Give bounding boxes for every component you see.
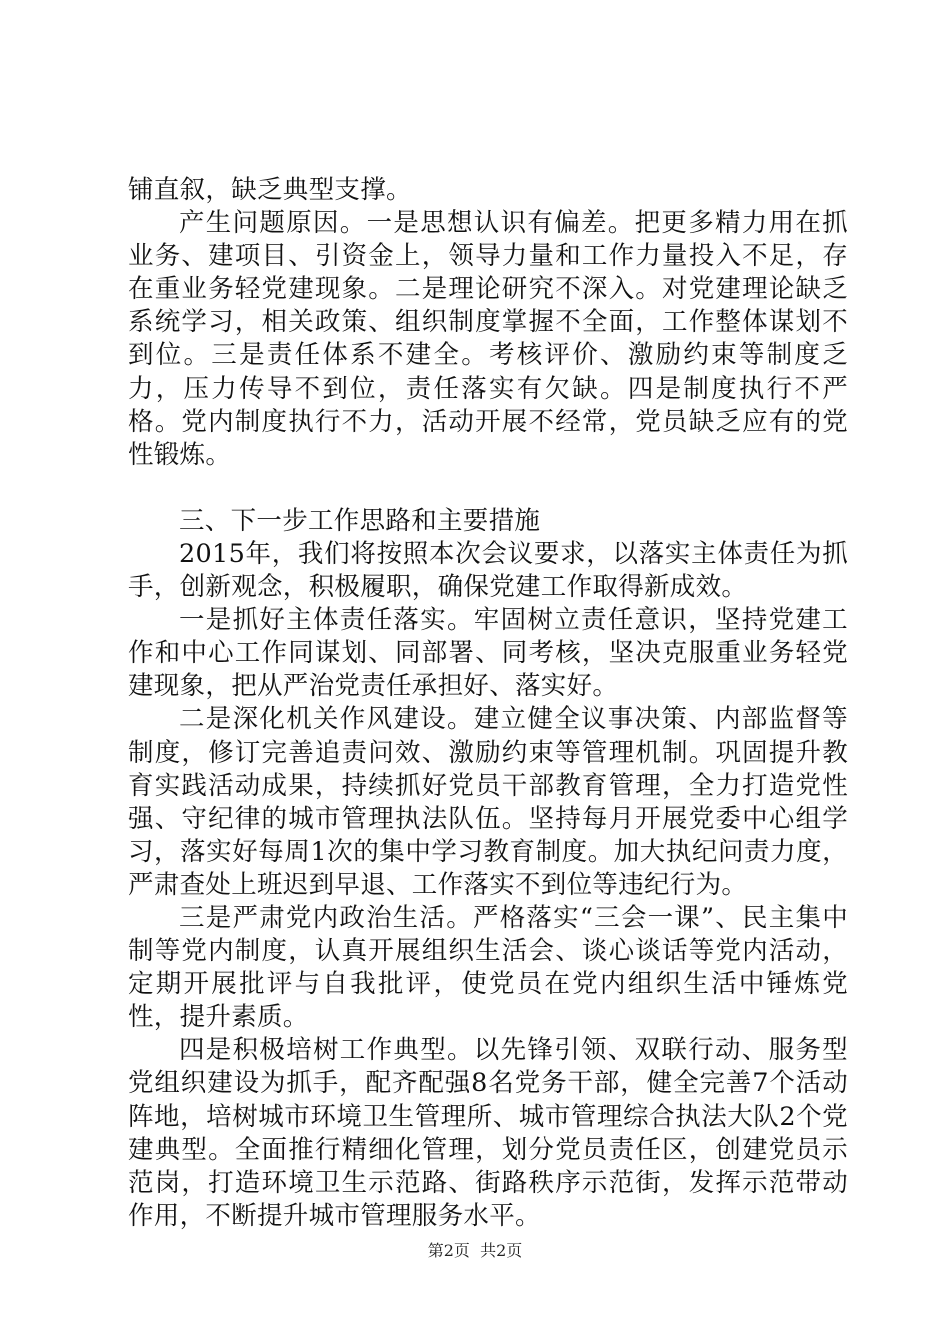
paragraph-spacer <box>128 472 848 505</box>
paragraph-measure-two: 二是深化机关作风建设。建立健全议事决策、内部监督等制度，修订完善追责问效、激励约束等管理机制。巩固提升教育实践活动成果，持续抓好党员干部教育管理，全力打造党性强、守纪律的城市管理执法队伍。坚持每月开展党委中心组学习，落实好每周1次的集中学习教育制度。加大执纪问责力度，严肃查处上班迟到早退、工作落实不到位等违纪行为。 <box>128 704 848 900</box>
paragraph-measure-one: 一是抓好主体责任落实。牢固树立责任意识，坚持党建工作和中心工作同谋划、同部署、同考核，坚决克服重业务轻党建现象，把从严治党责任承担好、落实好。 <box>128 605 848 702</box>
footer-separator <box>470 1241 480 1260</box>
paragraph-problem-causes: 产生问题原因。一是思想认识有偏差。把更多精力用在抓业务、建项目、引资金上，领导力量和工作力量投入不足，存在重业务轻党建现象。二是理论研究不深入。对党建理论缺乏系统学习，相关政策、组织制度掌握不全面，工作整体谋划不到位。三是责任体系不建全。考核评价、激励约束等制度乏力，压力传导不到位，责任落实有欠缺。四是制度执行不严格。党内制度执行不力，活动开展不经常，党员缺乏应有的党性锻炼。 <box>128 208 848 470</box>
paragraph-2015-plan: 2015年，我们将按照本次会议要求，以落实主体责任为抓手，创新观念，积极履职，确保党建工作取得新成效。 <box>128 538 848 603</box>
section-heading-next-steps: 三、下一步工作思路和主要措施 <box>179 505 541 536</box>
page-footer <box>0 1241 950 1261</box>
paragraph-continued: 铺直叙，缺乏典型支撑。 <box>128 175 412 205</box>
paragraph-measure-three: 三是严肃党内政治生活。严格落实“三会一课”、民主集中制等党内制度，认真开展组织生活会、谈心谈话等党内活动，定期开展批评与自我批评，使党员在党内组织生活中锤炼党性，提升素质。 <box>128 902 848 1033</box>
page-total: 共2页 <box>480 1241 523 1260</box>
paragraph-measure-four: 四是积极培树工作典型。以先锋引领、双联行动、服务型党组织建设为抓手，配齐配强8名党务干部，健全完善7个活动阵地，培树城市环境卫生管理所、城市管理综合执法大队2个党建典型。全面推行精细化管理，划分党员责任区，创建党员示范岗，打造环境卫生示范路、街路秩序示范街，发挥示范带动作用，不断提升城市管理服务水平。 <box>128 1035 848 1231</box>
page-number: 第2页 <box>427 1241 470 1260</box>
document-body <box>128 174 848 1233</box>
